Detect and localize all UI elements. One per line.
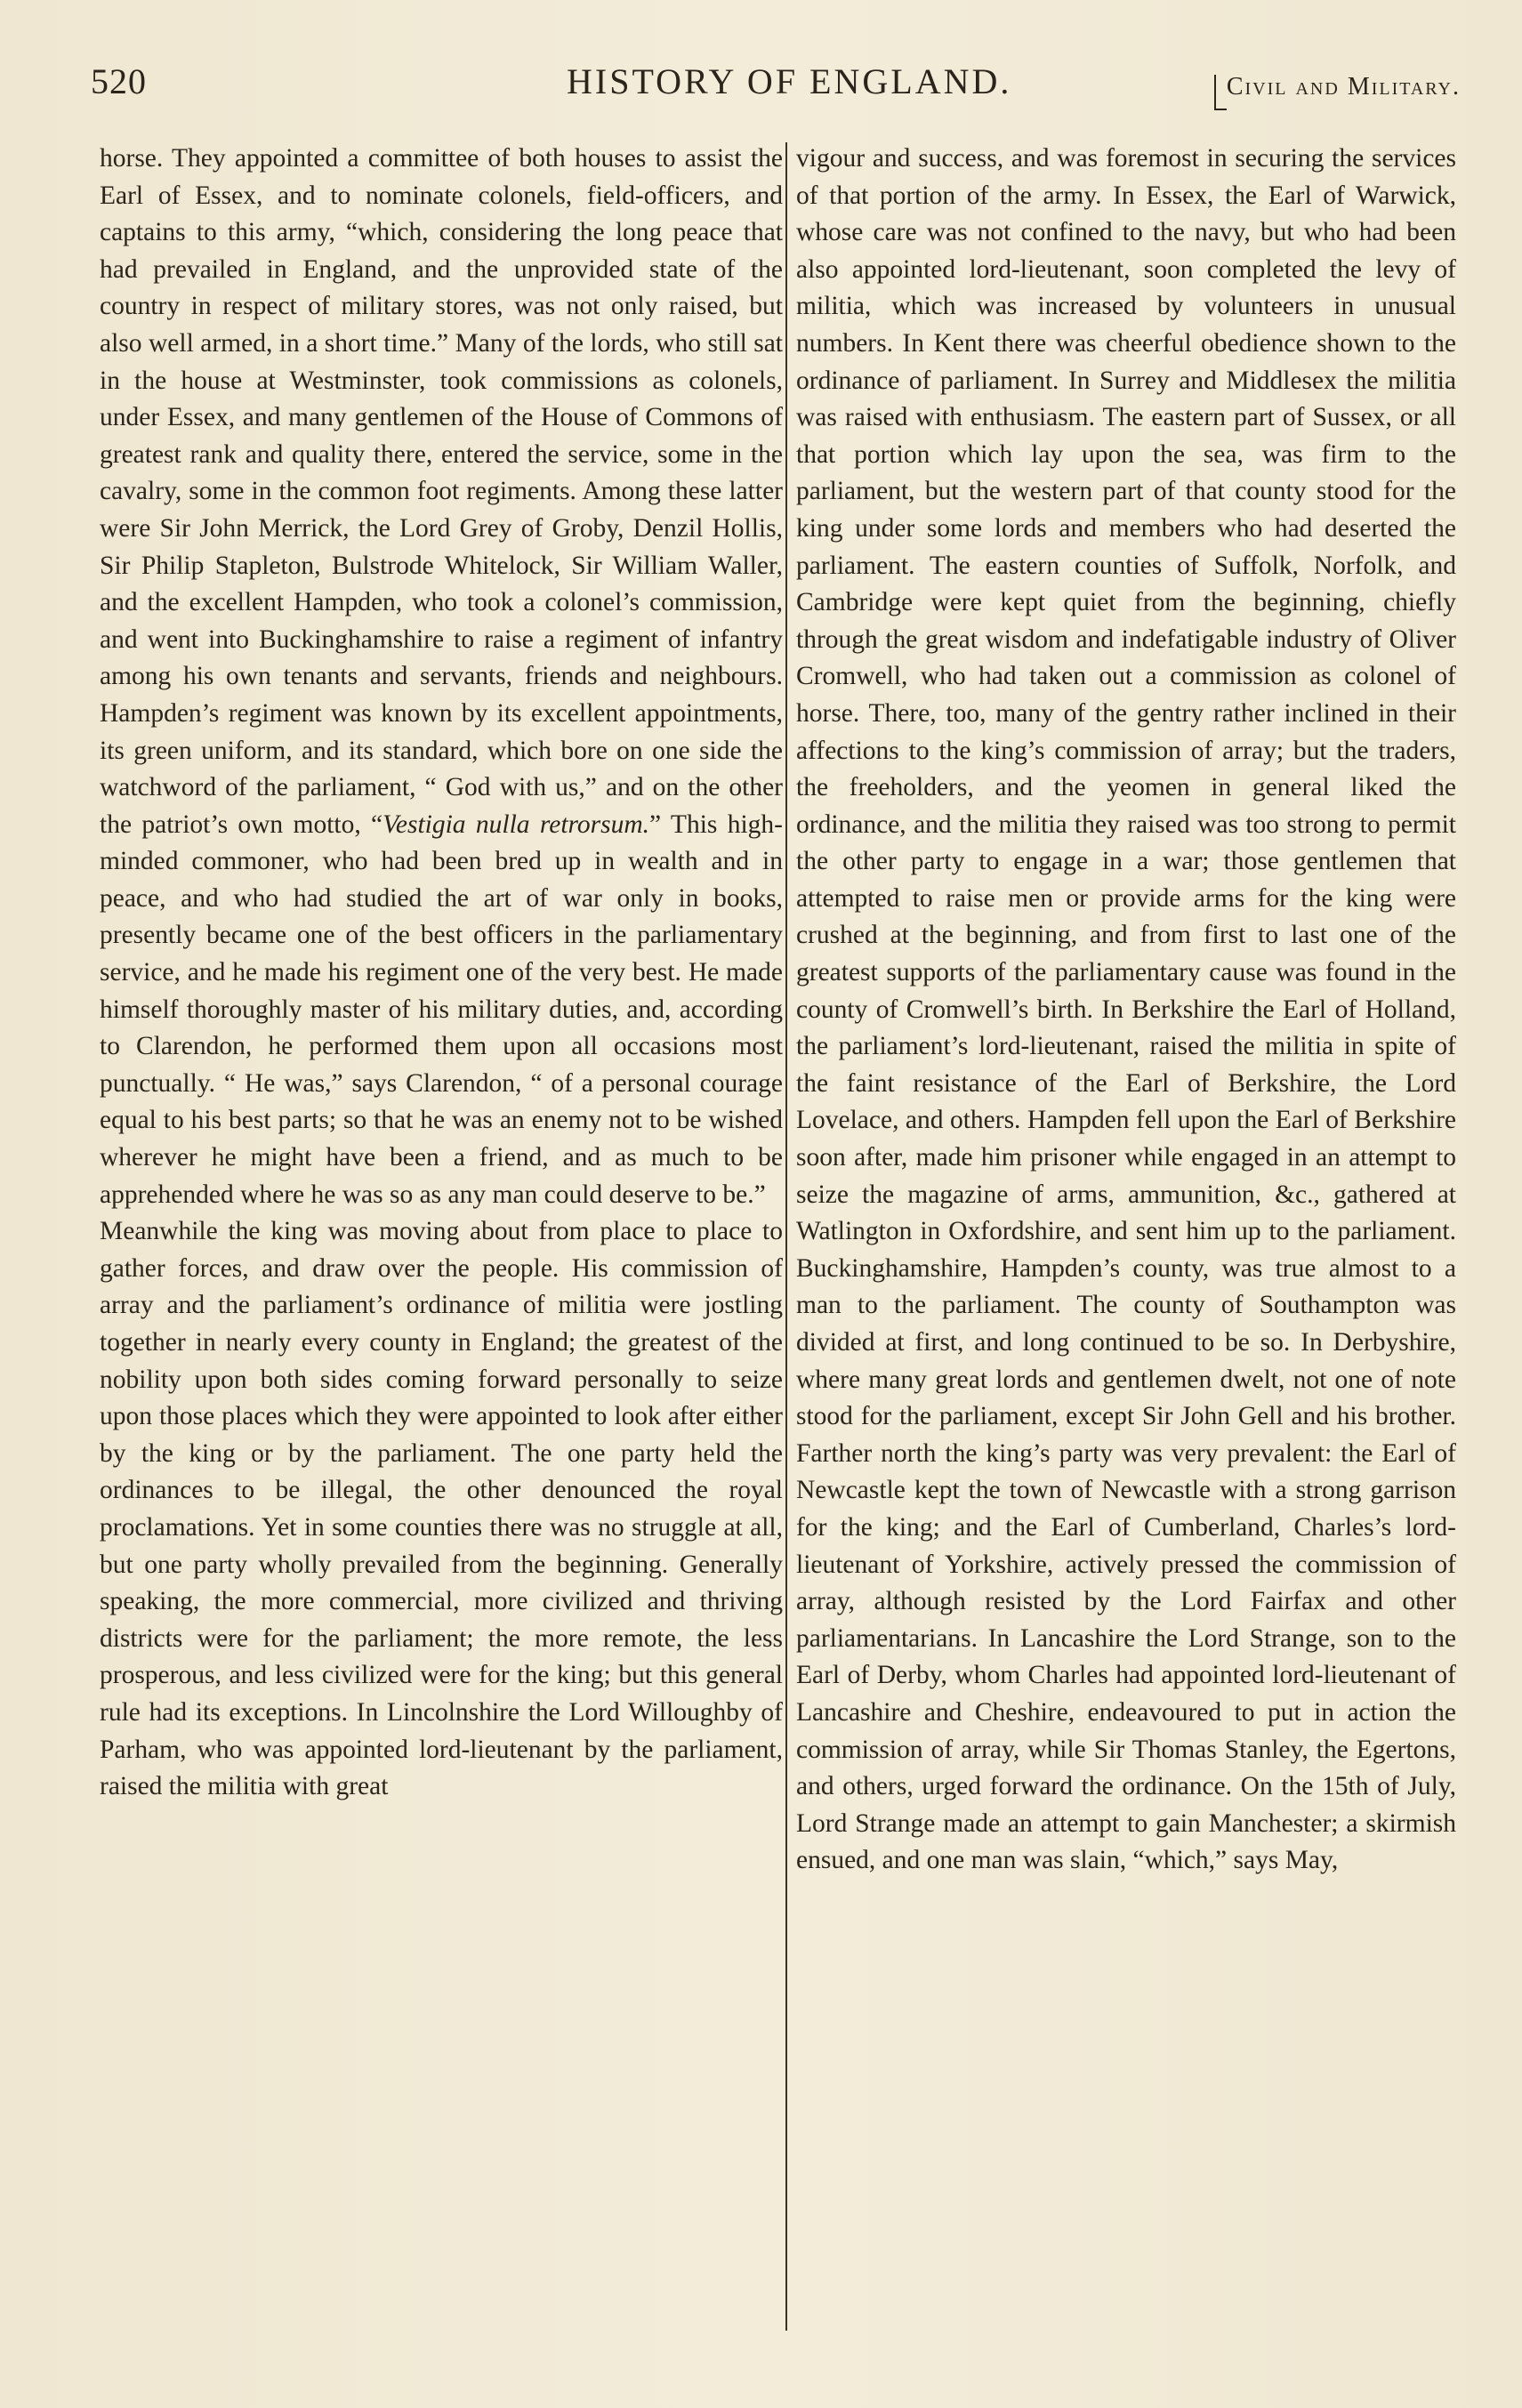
paragraph: Meanwhile the king was moving about from place to place to gather forces, and draw over the people. His commission of array and the parliament’s ordinance of militia were jostling together in nearly every county in England; the greatest of the nobility upon both sides coming forward personally to seize upon those places which they were appointed to look after either by the king or by the parliament. The one party held the ordinances to be illegal, the other denounced the royal proclamations. Yet in some counties there was no struggle at all, but one party wholly prevailed from the beginning. Generally speaking, the more commercial, more civilized and thriving districts were for the parliament; the more remote, the less prosperous, and less civilized were for the king; but this general rule had its exceptions. In Lincolnshire the Lord Willoughby of Parham, who was appointed lord-lieutenant by the parliament, raised the militia with great xyxy=(100,1217,783,1801)
section-title: Civil and Military. xyxy=(1226,73,1461,101)
paragraph-text: ” This high-minded commoner, who had been bred up in wealth and in peace, and who had studied the art of war only in books, presently became one of the best officers in the parliamentary service, and he made his regiment one of the very best. He made himself thoroughly master of his military duties, and, according to Clarendon, he performed them upon all occasions most punctually. “ He was,” says Clarendon, “ of a personal courage equal to his best parts; so that he was an enemy not to be wished wherever he might have been a friend, and as much to be apprehended where he was so as any man could deserve to be.” xyxy=(100,809,783,1209)
paragraph-text: horse. They appointed a committee of both houses to assist the Earl of Essex, and to nominate colonels, field-officers, and captains to this army, “which, considering the long peace that had prevailed in England, and the unprovided state of the country in respect of military stores, was not only raised, but also well armed, in a short time.” Many of the lords, who still sat in the house at Westminster, took commissions as colonels, under Essex, and many gentlemen of the House of Commons of greatest rank and quality there, entered the service, some in the cavalry, some in the common foot regiments. Among these latter were Sir John Merrick, the Lord Grey of Groby, Denzil Hollis, Sir Philip Stapleton, Bulstrode Whitelock, Sir William Waller, and the excellent Hampden, who took a colonel’s commission, and went into Buckinghamshire to raise a regiment of infantry among his own tenants and servants, friends and neighbours. Hampden’s regiment was known by its excellent appointments, its green uniform, and its standard, which bore on one side the watchword of the parliament, “ God with us,” and on the other the patriot’s own motto, “ xyxy=(100,144,783,839)
right-column xyxy=(796,141,1456,1880)
paragraph: vigour and success, and was foremost in securing the services of that portion of the army. In Essex, the Earl of Warwick, whose care was not confined to the navy, but who had been also appointed lord-lieutenant, soon completed the levy of militia, which was increased by volunteers in unusual numbers. In Kent there was cheerful obedience shown to the ordinance of parliament. In Surrey and Middlesex the militia was raised with enthusiasm. The eastern part of Sussex, or all that portion which lay upon the sea, was firm to the parliament, but the western part of that county stood for the king under some lords and members who had deserted the parliament. The eastern counties of Suffolk, Norfolk, and Cambridge were kept quiet from the beginning, chiefly through the great wisdom and indefatigable industry of Oliver Cromwell, who had taken out a commission as colonel of horse. There, too, many of the gentry rather inclined in their affections to the king’s commission of array; but the traders, the freeholders, and the yeomen in general liked the ordinance, and the militia they raised was too strong to permit the other party to engage in a war; those gentlemen that attempted to raise men or provide arms for the king were crushed at the beginning, and from first to last one of the greatest supports of the parliamentary cause was found in the county of Cromwell’s birth. In Berkshire the Earl of Holland, the parliament’s lord-lieutenant, raised the militia in spite of the faint resistance of the Earl of Berkshire, the Lord Lovelace, and others. Hampden fell upon the Earl of Berkshire soon after, made him prisoner while engaged in an attempt to seize the magazine of arms, ammunition, &c., gathered at Watlington in Oxfordshire, and sent him up to the parliament. Buckinghamshire, Hampden’s county, was true almost to a man to the parliament. The county of Southampton was divided at first, and long continued to be so. In Derbyshire, where many great lords and gentlemen dwelt, not one of note stood for the parliament, except Sir John Gell and his brother. Farther north the king’s party was very prevalent: the Earl of Newcastle kept the town of Newcastle with a strong garrison for the king; and the Earl of Cumberland, Charles’s lord-lieutenant of Yorkshire, actively pressed the commission of array, although resisted by the Lord Fairfax and other parliamentarians. In Lancashire the Lord Strange, son to the Earl of Derby, whom Charles had appointed lord-lieutenant of Lancashire and Cheshire, endeavoured to put in action the commission of array, while Sir Thomas Stanley, the Egertons, and others, urged forward the ordinance. On the 15th of July, Lord Strange made an attempt to gain Manchester; a skirmish ensued, and one man was slain, “which,” says May, xyxy=(796,144,1456,1875)
left-column xyxy=(100,141,783,1806)
column-divider xyxy=(785,142,787,2331)
running-header xyxy=(91,60,1461,114)
page-number: 520 xyxy=(91,61,147,101)
running-title: HISTORY OF ENGLAND. xyxy=(567,61,1012,101)
paragraph xyxy=(100,141,783,1213)
latin-motto: Vestigia nulla retrorsum. xyxy=(383,809,650,839)
